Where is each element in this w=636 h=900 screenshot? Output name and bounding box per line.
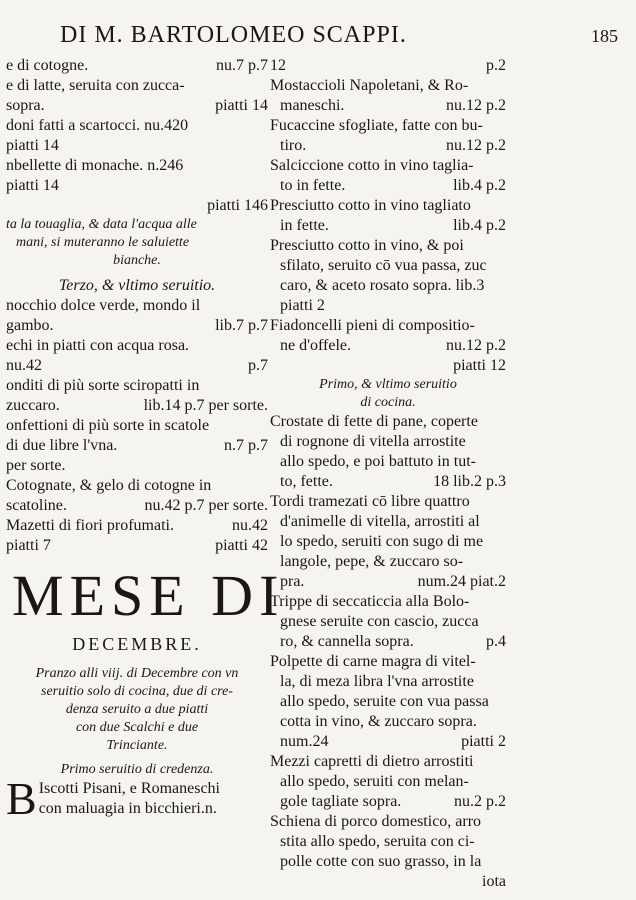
text-line: la, di meza libra l'vna arrostite [280, 673, 474, 690]
text-line: piatti 12 [453, 357, 506, 374]
text-line: Salciccione cotto in vino taglia- [270, 157, 474, 174]
text-line: Schiena di porco domestico, arro [270, 813, 482, 830]
text-line: to, fette. 18 lib.2 p.3 [280, 473, 506, 490]
pranzo-line: Trinciante. [106, 738, 168, 753]
month-title: MESE DI [12, 563, 285, 628]
text-line: piatti 2 [280, 297, 325, 314]
text-line: Mostaccioli Napoletani, & Ro- [270, 77, 469, 94]
text-line: num.24 piatti 2 [280, 733, 506, 750]
drop-cap: B [6, 773, 37, 824]
running-title: DI M. BARTOLOMEO SCAPPI. [60, 22, 407, 48]
text-line: d'animelle di vitella, arrostiti al [280, 513, 480, 530]
text-line: onfettioni di più sorte in scatole [6, 417, 210, 434]
note-line: mani, si muteranno le saluiette [16, 235, 190, 250]
text-line: sfilato, seruito cō vua passa, zuc [280, 257, 487, 274]
text-line: Trippe di seccaticcia alla Bolo- [270, 593, 470, 610]
note-line: bianche. [113, 253, 161, 268]
text-line: zuccaro. lib.14 p.7 per sorte. [6, 397, 268, 414]
text-line: con maluagia in bicchieri.n. [38, 800, 217, 817]
text-line: onditi di più sorte sciropatti in [6, 377, 200, 394]
text-line: piatti 14 [6, 137, 59, 154]
text-line: e di latte, seruita con zucca- [6, 77, 185, 94]
text-line: Cotognate, & gelo di cotogne in [6, 477, 212, 494]
text-line: Tordi tramezati cō libre quattro [270, 493, 470, 510]
text-line: to in fette. lib.4 p.2 [280, 177, 506, 194]
note-line: ta la touaglia, & data l'acqua alle [6, 217, 197, 232]
text-line: 12 p.2 [270, 57, 506, 74]
text-line: nocchio dolce verde, mondo il [6, 297, 201, 314]
text-line: allo spedo, seruiti con melan- [280, 773, 469, 790]
text-line: Presciutto cotto in vino, & poi [270, 237, 464, 254]
text-line: allo spedo, e poi battuto in tut- [280, 453, 476, 470]
text-line: nbellette di monache. n.246 [6, 157, 184, 174]
text-line: maneschi. nu.12 p.2 [280, 97, 506, 114]
text-line: Presciutto cotto in vino tagliato [270, 197, 471, 214]
left-column [6, 56, 285, 824]
text-line: Iscotti Pisani, e Romaneschi [38, 780, 220, 797]
text-line: langole, pepe, & zuccaro so- [280, 553, 464, 570]
text-line: e di cotogne. nu.7 p.7 [6, 57, 268, 74]
text-line: nu.42 p.7 [6, 357, 268, 374]
drop-cap-paragraph [6, 773, 268, 824]
text-line: per sorte. [6, 457, 66, 474]
text-line: polle cotte con suo grasso, in la [280, 853, 482, 870]
pranzo-line: Pranzo alli viij. di Decembre con vn [35, 666, 239, 681]
text-line: Fiadoncelli pieni di compositio- [270, 317, 475, 334]
text-line: doni fatti a scartocci. nu.420 [6, 117, 189, 134]
pranzo-line: con due Scalchi e due [75, 720, 199, 735]
section-heading-credenza: Primo seruitio di credenza. [60, 762, 214, 777]
text-line: echi in piatti con acqua rosa. [6, 337, 190, 354]
text-line: pra. num.24 piat.2 [280, 573, 506, 590]
text-line: lo spedo, seruiti con sugo di me [280, 533, 484, 550]
section-heading-cocina: di cocina. [360, 395, 416, 410]
section-heading-terzo: Terzo, & vltimo seruitio. [58, 277, 216, 294]
text-line: gole tagliate sopra. nu.2 p.2 [280, 793, 506, 810]
text-line: in fette. lib.4 p.2 [280, 217, 506, 234]
text-line: di due libre l'vna. n.7 p.7 [6, 437, 268, 454]
text-line: ro, & cannella sopra. p.4 [280, 633, 506, 650]
text-line: Mezzi capretti di dietro arrostiti [270, 753, 474, 770]
text-line: stita allo spedo, seruita con ci- [280, 833, 475, 850]
right-column [270, 56, 506, 892]
text-line: piatti 7 piatti 42 [6, 537, 268, 554]
text-line: Mazetti di fiori profumati. nu.42 [6, 517, 268, 534]
section-heading-cocina: Primo, & vltimo seruitio [319, 377, 457, 392]
text-line: cotta in vino, & zuccaro sopra. [280, 713, 477, 730]
pranzo-line: denza seruito a due piatti [65, 702, 209, 717]
text-line: ne d'offele. nu.12 p.2 [280, 337, 506, 354]
text-line: di rognone di vitella arrostite [280, 433, 466, 450]
page-number: 185 [591, 26, 618, 46]
text-line: sopra. piatti 14 [6, 97, 268, 114]
text-line: Fucaccine sfogliate, fatte con bu- [270, 117, 483, 134]
text-line: Polpette di carne magra di vitel- [270, 653, 476, 670]
month-subtitle: DECEMBRE. [72, 634, 202, 654]
text-line: piatti 146 [207, 197, 268, 214]
text-line: caro, & aceto rosato sopra. lib.3 [280, 277, 485, 294]
pranzo-line: seruitio solo di cocina, due di cre- [41, 684, 233, 699]
text-line: gnese seruite con cascio, zucca [280, 613, 479, 630]
text-line: tiro. nu.12 p.2 [280, 137, 506, 154]
text-line: allo spedo, seruite con vua passa [280, 693, 489, 710]
text-line: scatoline. nu.42 p.7 per sorte. [6, 497, 268, 514]
text-line: gambo. lib.7 p.7 [6, 317, 268, 334]
text-line: iota [482, 873, 506, 890]
text-line: piatti 14 [6, 177, 59, 194]
text-line: Crostate di fette di pane, coperte [270, 413, 478, 430]
